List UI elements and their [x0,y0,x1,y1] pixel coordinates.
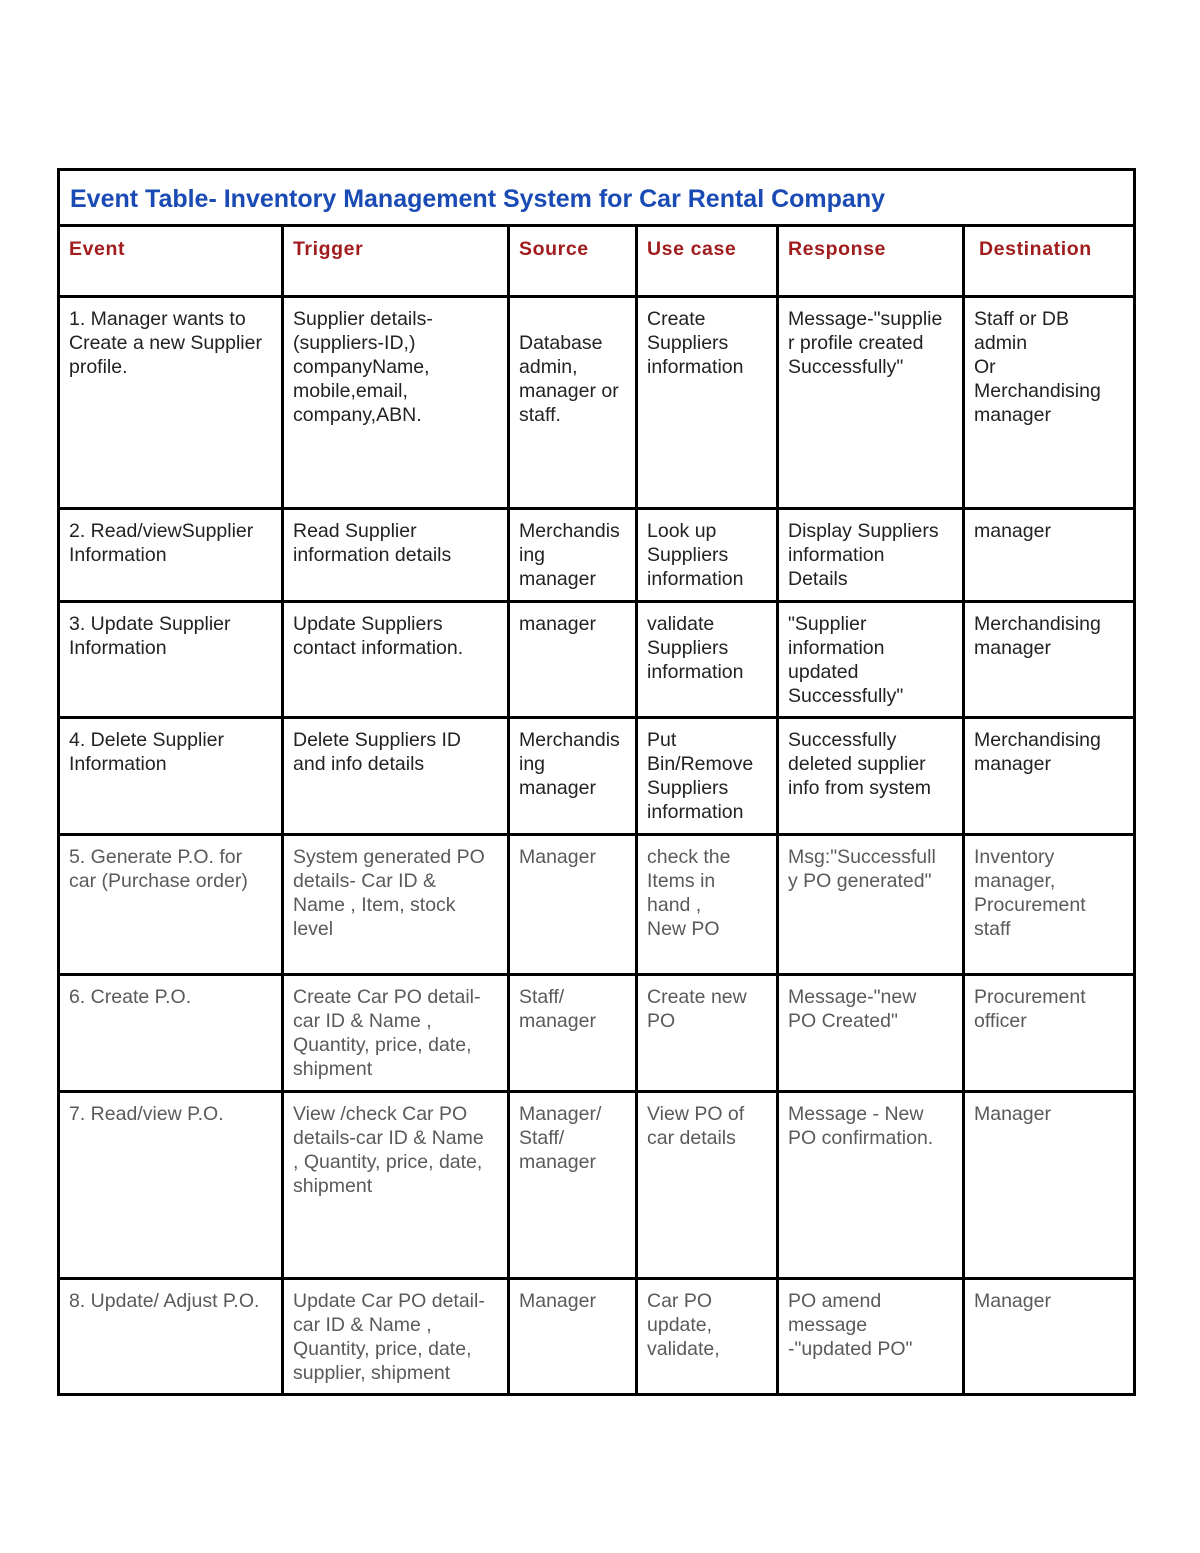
table-row [59,718,1135,835]
table-row [59,297,1135,509]
table-row [59,835,1135,975]
table-title: Event Table- Inventory Management System for Car Rental Company [59,170,1135,226]
response-cell: PO amend message -"updated PO" [778,1279,964,1395]
table-row [59,975,1135,1092]
header-destination: Destination [964,226,1135,297]
table-row [59,1279,1135,1395]
use-case-cell: Create new PO [637,975,778,1092]
trigger-cell: Create Car PO detail- car ID & Name , Quantity, price, date, shipment [283,975,509,1092]
use-case-cell: Create Suppliers information [637,297,778,509]
source-cell: Manager/ Staff/ manager [509,1092,637,1279]
use-case-cell: Put Bin/Remove Suppliers information [637,718,778,835]
event-cell: 2. Read/viewSupplier Information [59,509,283,602]
table-row [59,509,1135,602]
source-cell: Database admin, manager or staff. [509,297,637,509]
response-cell: Message-"supplie r profile created Successfully" [778,297,964,509]
use-case-cell: check the Items in hand , New PO [637,835,778,975]
destination-cell: Inventory manager, Procurement staff [964,835,1135,975]
event-cell: 8. Update/ Adjust P.O. [59,1279,283,1395]
destination-cell: Staff or DB admin Or Merchandising manager [964,297,1135,509]
destination-cell: manager [964,509,1135,602]
event-cell: 1. Manager wants to Create a new Supplier profile. [59,297,283,509]
destination-cell: Procurement officer [964,975,1135,1092]
header-event: Event [59,226,283,297]
title-row [59,170,1135,226]
use-case-cell: validate Suppliers information [637,602,778,718]
event-cell: 5. Generate P.O. for car (Purchase order) [59,835,283,975]
header-response: Response [778,226,964,297]
response-cell: Successfully deleted supplier info from system [778,718,964,835]
response-cell: Message - New PO confirmation. [778,1092,964,1279]
table-row [59,602,1135,718]
source-cell: manager [509,602,637,718]
header-row [59,226,1135,297]
use-case-cell: Car PO update, validate, [637,1279,778,1395]
response-cell: Msg:"Successfull y PO generated" [778,835,964,975]
response-cell: Display Suppliers information Details [778,509,964,602]
event-cell: 6. Create P.O. [59,975,283,1092]
destination-cell: Manager [964,1279,1135,1395]
header-trigger: Trigger [283,226,509,297]
source-cell: Manager [509,835,637,975]
destination-cell: Manager [964,1092,1135,1279]
destination-cell: Merchandising manager [964,602,1135,718]
trigger-cell: View /check Car PO details-car ID & Name , Quantity, price, date, shipment [283,1092,509,1279]
source-cell: Merchandis ing manager [509,509,637,602]
header-use-case: Use case [637,226,778,297]
event-cell: 4. Delete Supplier Information [59,718,283,835]
trigger-cell: Update Suppliers contact information. [283,602,509,718]
source-cell: Merchandis ing manager [509,718,637,835]
trigger-cell: Supplier details- (suppliers-ID,) companyName, mobile,email, company,ABN. [283,297,509,509]
use-case-cell: Look up Suppliers information [637,509,778,602]
use-case-cell: View PO of car details [637,1092,778,1279]
trigger-cell: System generated PO details- Car ID & Name , Item, stock level [283,835,509,975]
event-table [57,168,1136,1396]
trigger-cell: Update Car PO detail- car ID & Name , Quantity, price, date, supplier, shipment [283,1279,509,1395]
response-cell: "Supplier information updated Successfully" [778,602,964,718]
source-cell: Staff/ manager [509,975,637,1092]
response-cell: Message-"new PO Created" [778,975,964,1092]
event-cell: 3. Update Supplier Information [59,602,283,718]
table-row [59,1092,1135,1279]
event-cell: 7. Read/view P.O. [59,1092,283,1279]
destination-cell: Merchandising manager [964,718,1135,835]
header-source: Source [509,226,637,297]
source-cell: Manager [509,1279,637,1395]
trigger-cell: Delete Suppliers ID and info details [283,718,509,835]
trigger-cell: Read Supplier information details [283,509,509,602]
